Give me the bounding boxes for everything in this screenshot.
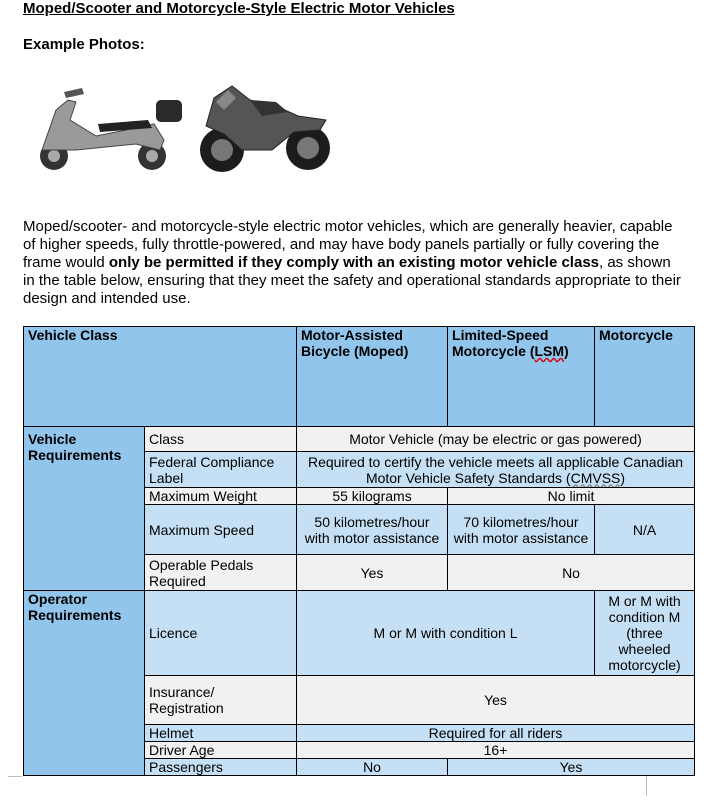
row-weight-moped: 55 kilograms: [297, 488, 448, 505]
row-age-value: 16+: [297, 742, 695, 759]
intro-emphasis: only be permitted if they comply with an existing motor vehicle class: [108, 254, 599, 271]
header-lsm-abbr: LSM: [534, 343, 565, 359]
row-passengers-label: Passengers: [145, 759, 297, 776]
scooter-photo: [40, 88, 182, 170]
row-pedals-other: No: [448, 555, 695, 591]
row-speed-moped: 50 kilometres/hour with motor assistance: [297, 505, 448, 555]
row-helmet-label: Helmet: [145, 725, 297, 742]
row-weight-label: Maximum Weight: [145, 488, 297, 505]
vehicle-class-table: [23, 326, 695, 776]
row-helmet-value: Required for all riders: [297, 725, 695, 742]
photos-heading: Example Photos:: [23, 36, 145, 53]
row-licence-moped-lsm: M or M with condition L: [297, 591, 595, 676]
page-margin-mark: [8, 776, 22, 777]
row-speed-motorcycle: N/A: [595, 505, 695, 555]
page-margin-mark: [646, 776, 647, 796]
row-pedals-label: Operable Pedals Required: [145, 555, 297, 591]
row-speed-label: Maximum Speed: [145, 505, 297, 555]
group-vehicle-requirements: Vehicle Requirements: [24, 427, 145, 591]
header-lsm: [448, 327, 595, 427]
group-operator-requirements: Operator Requirements: [24, 591, 145, 776]
row-passengers-other: Yes: [448, 759, 695, 776]
row-fcl-text: Required to certify the vehicle meets all applicable Canadian Motor Vehicle Safety Standards (: [307, 453, 684, 486]
row-pedals-moped: Yes: [297, 555, 448, 591]
intro-text-1: Moped/scooter- and motorcycle-style electric motor vehicles, which are generally heavier, capable of higher speeds, fully throttle-powered, and may have body panels partially or fully covering the frame would: [23, 218, 673, 271]
row-passengers-moped: No: [297, 759, 448, 776]
row-licence-motorcycle: M or M with condition M (three wheeled motorcycle): [595, 591, 695, 676]
header-lsm-text: Limited-Speed Motorcycle (: [452, 327, 549, 359]
row-fcl-value: [297, 452, 695, 488]
row-speed-lsm: 70 kilometres/hour with motor assistance: [448, 505, 595, 555]
row-licence-label: Licence: [145, 591, 297, 676]
intro-text-2: , as shown in the table below, ensuring that they meet the safety and operational standards appropriate to their design and intended use.: [23, 254, 681, 307]
row-fcl-abbr: CMVSS: [570, 469, 621, 486]
row-fcl-label: Federal Compliance Label: [145, 452, 297, 488]
row-weight-other: No limit: [448, 488, 695, 505]
header-moped: Motor-Assisted Bicycle (Moped): [297, 327, 448, 427]
example-photos: [36, 80, 336, 180]
row-age-label: Driver Age: [145, 742, 297, 759]
header-motorcycle: Motorcycle: [595, 327, 695, 427]
table-header-row: [24, 327, 695, 427]
row-class-label: Class: [145, 427, 297, 452]
table-row: [24, 427, 695, 452]
row-fcl-suffix: ): [620, 469, 626, 486]
header-lsm-suffix: ): [564, 343, 569, 359]
header-vehicle-class: Vehicle Class: [24, 327, 297, 427]
table-row: [24, 591, 695, 676]
intro-paragraph: [23, 218, 683, 308]
row-insurance-value: Yes: [297, 676, 695, 725]
row-class-value: Motor Vehicle (may be electric or gas powered): [297, 427, 695, 452]
row-insurance-label: Insurance/ Registration: [145, 676, 297, 725]
motorcycle-photo: [200, 86, 330, 172]
document-title: Moped/Scooter and Motorcycle-Style Electric Motor Vehicles: [23, 0, 455, 17]
